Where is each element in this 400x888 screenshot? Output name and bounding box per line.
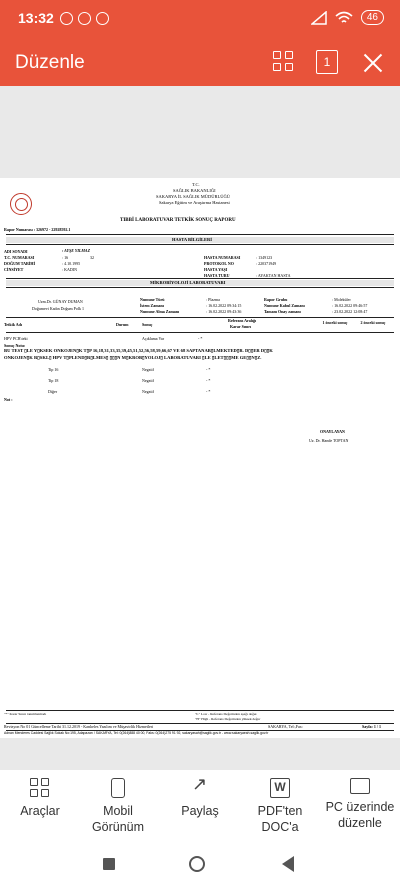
th-prev2: 2 önceki sonuç	[360, 320, 386, 325]
tc-part-b: 32	[90, 255, 94, 260]
report-group: : Moleküler	[332, 297, 351, 302]
footer-note: "*" Karar Sınırı tanımlanmadı	[4, 712, 47, 716]
download-icon	[78, 12, 91, 25]
grid-icon-cell	[285, 51, 293, 59]
patient-no: : 1349123	[256, 255, 273, 260]
edit-on-pc-label-1: PC üzerinde	[325, 800, 395, 814]
notification-icons	[60, 12, 109, 25]
hpv-result: Açıklama Var	[142, 336, 165, 341]
tools-icon	[30, 778, 50, 798]
share-label: Paylaş	[181, 804, 219, 818]
th-test: Tetkik Adı	[4, 322, 22, 327]
mobile-view-label-1: Mobil	[103, 804, 133, 818]
subtest-mark: - *	[206, 389, 211, 394]
label-taken-time: Numune Alma Zamanı	[140, 309, 180, 314]
grid-icon-cell	[285, 63, 293, 71]
lab-section-title: MİKROBİYOLOJİ LABORATUVARI	[150, 280, 226, 285]
label-birth: DOĞUM TARİHİ	[4, 261, 36, 266]
tools-label: Araçlar	[20, 804, 60, 818]
footer-high: "H" High - Referans Değerinden yüksek değer	[195, 717, 261, 721]
approver-name: Uz. Dr. Hande TOPTAN	[309, 438, 349, 443]
page-title: Düzenle	[15, 52, 85, 73]
header-line: SAĞLIK BAKANLIĞI	[173, 188, 216, 193]
label-gender: CİNSİYET	[4, 267, 24, 272]
system-navigation-bar	[0, 850, 400, 888]
label-name: ADI SOYADI	[4, 249, 28, 254]
subtest-mark: - *	[206, 378, 211, 383]
header-line: Sakarya Eğitim ve Araştırma Hastanesi	[159, 200, 230, 205]
patient-section-title: HASTA BİLGİLERİ	[172, 237, 213, 242]
report-number: Rapor Numarası : 326972 - 22928592.1	[4, 227, 71, 232]
mobile-view-button[interactable]	[86, 778, 150, 835]
recent-apps-icon[interactable]	[103, 858, 115, 870]
edit-on-pc-button[interactable]	[324, 778, 396, 831]
tools-button[interactable]	[12, 778, 68, 819]
gender: : KADIN	[62, 267, 77, 272]
share-icon	[190, 778, 210, 798]
share-button[interactable]	[170, 778, 230, 819]
birth-date: : 4.10.1995	[62, 261, 81, 266]
subtest-result: Negatif	[142, 367, 154, 372]
th-result: Sonuç	[142, 322, 153, 327]
back-icon[interactable]	[282, 856, 294, 872]
check-icon	[96, 12, 109, 25]
subtest-mark: - *	[206, 367, 211, 372]
thumbnails-button[interactable]	[272, 50, 298, 76]
status-time: 13:32	[18, 10, 54, 26]
note-line-2: ONKOJEN▯K R▯SKL▯ HPV T▯PLEND▯R▯LMES▯ ▯▯▯N M▯KROB▯YOLOJ▯ LABORATUVARI ▯LE ▯LET▯▯▯ME GE▯▯N▯Z.	[4, 355, 262, 360]
subtest-result: Negatif	[142, 389, 154, 394]
report-title: TIBBİ LABORATUVAR TETKİK SONUÇ RAPORU	[120, 218, 236, 223]
grid-icon-cell	[273, 63, 281, 71]
patient-name: : AYŞE YILMAZ	[62, 248, 91, 253]
label-patient-type: HASTA TURU	[204, 273, 230, 278]
label-age: HASTA YAŞI	[204, 267, 228, 272]
revision-info: Revizyon No 01 Güncelleme Tarihi 31.12.2019 - Kanlıeles Yazılım ve Müşavirlik Hizmetleri	[4, 724, 154, 729]
pdf-to-doc-button[interactable]	[238, 778, 322, 835]
not-label: Not :	[4, 397, 13, 402]
home-icon[interactable]	[189, 856, 205, 872]
label-tc: T.C. NUMARASI	[4, 255, 35, 260]
pdf-to-doc-label: PDF'ten DOC'a	[257, 804, 303, 834]
subtest-name: Diğer	[48, 389, 58, 394]
clinic-name: Doğumevi Kadın Doğum Polk 1	[32, 306, 84, 311]
page-number-button[interactable]: 1	[316, 50, 338, 74]
address: Adnan Menderes Caddesi Sağlık Sokak No:195, Adapazarı / SAKARYA, Tel: 0(264)888 40 00, Faks: 0(264)275 91 92, sakaryasah@saglik.gov.tr - www.sakaryaeah.saglik.gov.tr	[4, 731, 269, 735]
system-icons	[311, 10, 384, 25]
header-line: T.C.	[192, 182, 200, 187]
document-page	[0, 178, 400, 738]
subtest-result: Negatif	[142, 378, 154, 383]
label-patient-no: HASTA NUMARASI	[204, 255, 241, 260]
th-ref: Referans Aralığı	[228, 318, 257, 323]
ministry-logo-icon	[10, 193, 32, 215]
signal-icon	[311, 11, 327, 25]
app-bar	[0, 40, 400, 86]
header-line: SAKARYA İL SAĞLIK MÜDÜRLÜĞÜ	[156, 194, 230, 199]
wifi-icon	[335, 11, 353, 25]
mobile-view-label-2: Görünüm	[91, 820, 145, 834]
label-request-time: İstem Zamanı	[140, 303, 164, 308]
th-status: Durum	[116, 322, 129, 327]
footer-low: "L" Low - Referans Değerinden aşağı değer.	[195, 712, 258, 716]
subtest-name: Tip 18	[48, 378, 59, 383]
approve-time: : 23.02.2022 12:08:47	[332, 309, 368, 314]
edit-on-pc-label-2: düzenle	[338, 816, 382, 830]
tc-part-a: : 16	[62, 255, 69, 260]
th-prev1: 1 önceki sonuç	[322, 320, 348, 325]
accept-time: : 16.02.2022 09:46:57	[332, 303, 368, 308]
grid-icon	[273, 51, 281, 59]
alarm-icon	[60, 12, 73, 25]
mobile-view-icon	[111, 778, 125, 798]
label-protocol: PROTOKOL NO	[204, 261, 234, 266]
sample-type: : Plazma	[206, 297, 220, 302]
hpv-mark: - *	[198, 336, 203, 341]
label-accept-time: Numune Kabul Zamanı	[264, 303, 305, 308]
pc-icon	[350, 778, 370, 794]
label-sample-type: Numune Türü	[140, 297, 165, 302]
approved-label: ONAYLAYAN	[320, 429, 345, 434]
word-icon: W	[270, 778, 290, 798]
note-line-1: BU TEST ▯LE Y▯KSEK ONKOJEN▯K T▯P 16,18,31,33,35,39,45,51,52,56,58,59,66,67 VE 68 SAPTANAB▯LMEKTED▯R. D▯▯ER D▯▯K	[4, 348, 273, 353]
subtest-name: Tip 16	[48, 367, 59, 372]
doctor-name: Uzm.Dr. GÜNAY DUMAN	[38, 299, 83, 304]
close-icon[interactable]	[360, 50, 386, 76]
city-info: SAKARYA, Tel:,Fax:	[268, 724, 303, 729]
note-title: Sonuç Notu:	[4, 343, 26, 348]
hpv-test-name: HPV PCR\teki	[4, 336, 28, 341]
bottom-toolbar	[0, 770, 400, 850]
patient-type: : AYAKTAN HASTA	[256, 273, 291, 278]
label-report-group: Rapor Grubu	[264, 297, 288, 302]
label-approve-time: Tamam Onay zamanı	[264, 309, 301, 314]
request-time: : 16.02.2022 09:34:15	[206, 303, 242, 308]
taken-time: : 16.02.2022 09:43:36	[206, 309, 242, 314]
protocol-no: : 220371949	[256, 261, 277, 266]
status-bar	[0, 0, 400, 40]
battery-icon: 46	[361, 10, 384, 25]
th-decision: Karar Sınırı	[230, 324, 252, 329]
page-info: Sayfa: 1 / 1	[362, 724, 381, 729]
